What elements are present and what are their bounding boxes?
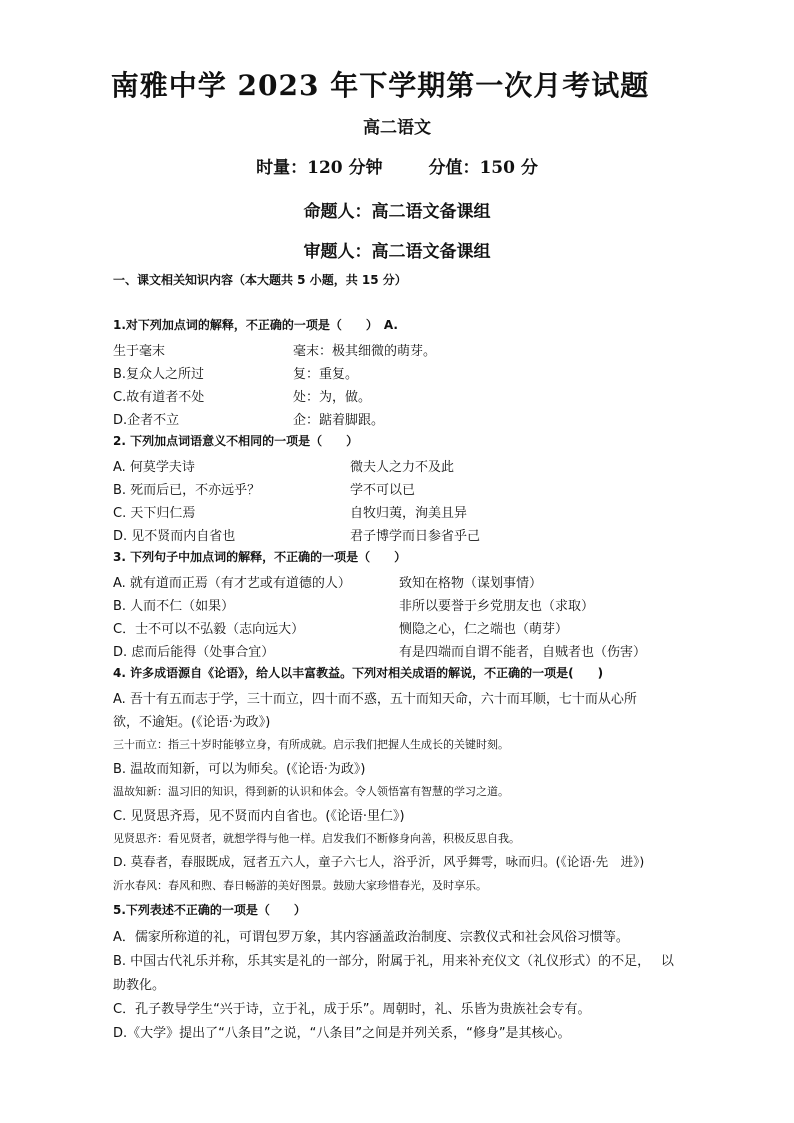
time-score-line [0, 153, 794, 178]
exam-title: 南雅中学 2023 年下学期第一次月考试题 [110, 69, 650, 102]
q2-row-right: 学不可以已 [350, 483, 416, 498]
setter-label: 命题人：高二语文备课组 [303, 202, 491, 222]
q1-row-right: 处：为，做。 [293, 390, 372, 405]
q4-note-c: 见贤思齐：看见贤者，就想学得与他一样。启发我们不断修身向善，积极反思自我。 [113, 832, 520, 845]
question-4-stem: 4. 许多成语源自《论语》，给人以丰富教益。下列对相关成语的解说，不正确的一项是( ) [113, 666, 604, 680]
q4-option-a: A. 吾十有五而志于学，三十而立，四十而不惑，五十而知天命，六十而耳顺，七十而从心所 [113, 692, 637, 707]
q4-note-d: 沂水春风：春风和煦、春日畅游的美好图景。鼓励大家珍惜春光，及时享乐。 [113, 879, 487, 892]
q2-row-left: D. 见不贤而内自省也 [113, 529, 236, 544]
q3-row-right: 致知在格物（谋划事情） [399, 576, 543, 591]
q3-row-right: 非所以要誉于乡党朋友也（求取） [399, 599, 595, 614]
q1-row-left: B.复众人之所过 [113, 367, 205, 382]
q3-row-left: C．士不可以不弘毅（志向远大） [113, 622, 305, 637]
q1-row-left: C.故有道者不处 [113, 390, 205, 405]
q4-option-c: C. 见贤思齐焉，见不贤而内自省也。(《论语·里仁》) [113, 809, 405, 824]
question-5-stem: 5.下列表述不正确的一项是（ ） [113, 903, 306, 917]
q1-row-left: 生于毫末 [113, 344, 166, 359]
time-label: 时量：120 分钟 [256, 158, 383, 178]
q1-row-left: D.企者不立 [113, 413, 180, 428]
q1-row-right: 企：踮着脚跟。 [293, 413, 385, 428]
section-heading: 一、课文相关知识内容（本大题共 5 小题，共 15 分） [113, 273, 407, 287]
subject-label: 高二语文 [363, 118, 431, 138]
q2-row-left: B. 死而后已，不亦远乎？ [113, 483, 261, 498]
q3-row-left: D. 虑而后能得（处事合宜） [113, 645, 275, 660]
q2-row-left: A. 何莫学夫诗 [113, 460, 195, 475]
q5-option-a: A．儒家所称道的礼，可谓包罗万象，其内容涵盖政治制度、宗教仪式和社会风俗习惯等。 [113, 930, 629, 945]
q4-note-b: 温故知新：温习旧的知识，得到新的认识和体会。令人领悟富有智慧的学习之道。 [113, 785, 509, 798]
reviewer-label: 审题人：高二语文备课组 [303, 242, 491, 262]
q4-option-a-cont: 欲，不逾矩。(《论语·为政》) [113, 715, 271, 730]
q2-row-right: 自牧归荑，洵美且异 [350, 506, 468, 521]
q4-option-d: D. 莫春者，春服既成，冠者五六人，童子六七人，浴乎沂，风乎舞雩，咏而归。(《论语·先 进》) [113, 854, 645, 869]
q5-option-c: C．孔子教导学生“兴于诗，立于礼，成于乐”。周朝时，礼、乐皆为贵族社会专有。 [113, 1002, 591, 1017]
q1-row-right: 复：重复。 [293, 367, 359, 382]
q3-row-right: 有是四端而自谓不能者，自贼者也（伤害） [399, 645, 647, 660]
q2-row-right: 微夫人之力不及此 [350, 460, 455, 475]
score-label: 分值：150 分 [428, 158, 538, 178]
q3-row-left: B. 人而不仁（如果） [113, 599, 235, 614]
question-1-stem: 1.对下列加点词的解释，不正确的一项是（ ） A. [113, 318, 398, 332]
q5-option-b-cont: 助教化。 [113, 978, 166, 993]
q1-row-right: 毫末：极其细微的萌芽。 [293, 344, 437, 359]
q2-row-right: 君子博学而日参省乎己 [350, 529, 481, 544]
q4-note-a: 三十而立：指三十岁时能够立身，有所成就。启示我们把握人生成长的关键时刻。 [113, 738, 509, 751]
q3-row-right: 恻隐之心，仁之端也（萌芽） [399, 622, 569, 637]
question-3-stem: 3. 下列句子中加点词的解释，不正确的一项是（ ） [113, 550, 407, 564]
q5-option-d: D.《大学》提出了“八条目”之说，“八条目”之间是并列关系，“修身”是其核心。 [113, 1026, 571, 1041]
q3-row-left: A. 就有道而正焉（有才艺或有道德的人） [113, 576, 351, 591]
question-2-stem: 2. 下列加点词语意义不相同的一项是（ ） [113, 434, 359, 448]
q2-row-left: C. 天下归仁焉 [113, 506, 196, 521]
q5-option-b: B. 中国古代礼乐并称，乐其实是礼的一部分，附属于礼，用来补充仪文（礼仪形式）的不足， 以 [113, 954, 674, 969]
q4-option-b: B. 温故而知新，可以为师矣。(《论语·为政》) [113, 762, 366, 777]
